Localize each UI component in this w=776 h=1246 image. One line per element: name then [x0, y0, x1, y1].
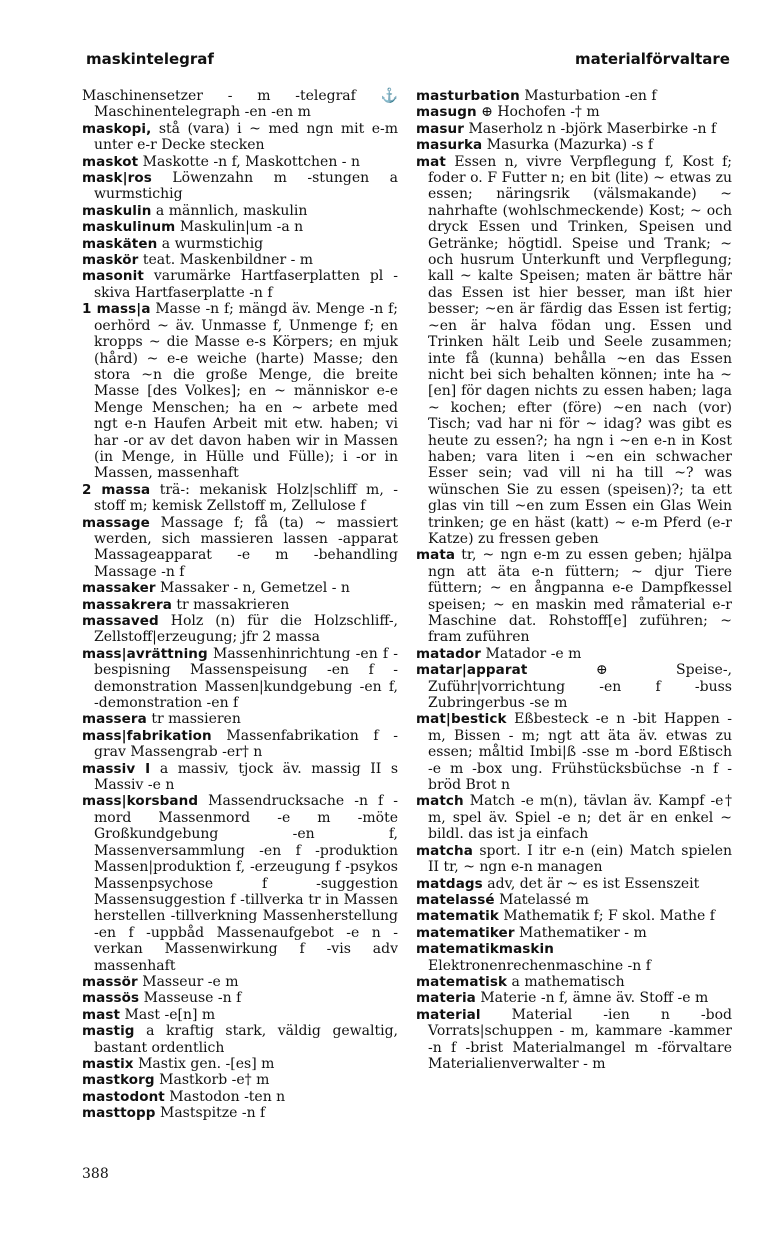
- entry-definition: Maserholz n -björk Maserbirke -n f: [468, 120, 717, 137]
- entry-definition: Masturbation -en f: [524, 88, 657, 104]
- entry-headword: matematisk: [416, 973, 508, 990]
- entry-definition: Massage f; få (ta) ~ massiert werden, sich massieren lassen -apparat Massageapparat -e m -behandling Massage -n f: [94, 514, 399, 580]
- entry-headword: masonit: [82, 268, 144, 285]
- entry-definition: stå (vara) i ~ med ngn mit e-m unter e-r Decke stecken: [94, 120, 398, 154]
- entry-headword: mata: [416, 547, 456, 564]
- dictionary-entry: [82, 990, 398, 1006]
- entry-definition: Match -e m(n), tävlan äv. Kampf -e† m, spel äv. Spiel -e n; det är en enkel ~ bildl. das ist ja einfach: [428, 793, 732, 843]
- entry-headword: mat: [416, 153, 446, 170]
- entry-definition: Materie -n f, ämne äv. Stoff -e m: [480, 990, 709, 1007]
- entry-definition: Massaker - n, Gemetzel - n: [160, 580, 350, 597]
- entry-definition: Masseuse -n f: [143, 990, 242, 1007]
- entry-headword: maskäten: [82, 235, 158, 252]
- entry-definition: Matelassé m: [499, 891, 589, 908]
- dictionary-entry: [82, 482, 398, 515]
- entry-definition: Holz (n) für die Holzschliff-, Zellstoff|erzeugung; jfr 2 massa: [94, 613, 398, 646]
- entry-headword: matdags: [416, 875, 483, 892]
- entry-headword: match: [416, 793, 464, 810]
- dictionary-entry: [416, 1007, 732, 1073]
- entry-headword: mastix: [82, 1055, 134, 1072]
- entry-definition: a mathematisch: [511, 973, 625, 990]
- running-header: [0, 50, 776, 74]
- entry-headword: masugn: [416, 104, 477, 121]
- dictionary-entry: [416, 137, 732, 153]
- dictionary-entry: [416, 793, 732, 842]
- dictionary-entry: [82, 515, 398, 581]
- entry-definition: Maskulin|um -a n: [179, 219, 304, 236]
- entry-headword: massaved: [82, 613, 159, 629]
- dictionary-entry: [82, 580, 398, 596]
- entry-definition: teat. Maskenbildner - m: [142, 252, 314, 269]
- dictionary-entry: [82, 1056, 398, 1072]
- dictionary-entry: [416, 941, 732, 974]
- dictionary-entry: [82, 1007, 398, 1023]
- entry-definition: Eßbesteck -e n -bit Happen - m, Bissen - m; ngt att äta äv. etwas zu essen; måltid Imbi|ß -sse m -bord Eßtisch -e m -box ung. Frühstücksbüchse -n f -bröd Brot n: [428, 711, 732, 794]
- entry-headword: maskopi,: [82, 120, 152, 137]
- entry-definition: a männlich, maskulin: [155, 202, 308, 219]
- dictionary-entry: [82, 268, 398, 301]
- entry-definition: Masseur -e m: [142, 973, 239, 990]
- entry-definition: Mastix gen. -[es] m: [138, 1055, 275, 1072]
- entry-definition: ⊕ Speise-, Zuführ|vorrichtung -en f -buss Zubringerbus -se m: [428, 662, 732, 712]
- entry-headword: masurka: [416, 137, 483, 154]
- entry-headword: matcha: [416, 842, 473, 859]
- dictionary-entry: [82, 1105, 398, 1121]
- entry-definition: Material -ien n -bod Vorrats|schuppen - m, kammare -kammer -n f -brist Materialmangel m -förvaltare Materialienverwalter - m: [428, 1006, 733, 1072]
- entry-definition: a kraftig stark, väldig gewaltig, bastant ordentlich: [94, 1023, 399, 1056]
- entry-headword: massös: [82, 990, 140, 1007]
- page-number: 388: [82, 1166, 109, 1182]
- dictionary-entry: [416, 908, 732, 924]
- entry-definition: Massenhinrichtung -en f -bespisning Massenspeisung -en f -demonstration Massen|kundgebung -en f, -demonstration -en f: [94, 645, 399, 712]
- dictionary-entry: [416, 925, 732, 941]
- dictionary-entry: [82, 219, 398, 235]
- dictionary-entry: [82, 252, 398, 268]
- dictionary-entry: [416, 547, 732, 645]
- entry-headword: materia: [416, 990, 476, 1007]
- entry-headword: mass|fabrikation: [82, 727, 212, 744]
- entry-headword: mass|korsband: [82, 793, 199, 810]
- entry-definition: Elektronenrechenmaschine -n f: [428, 957, 651, 974]
- header-last-word: materialförvaltare: [574, 50, 730, 68]
- entry-headword: massaker: [82, 580, 156, 597]
- entry-definition: Matador -e m: [485, 645, 582, 662]
- dictionary-entry: [416, 121, 732, 137]
- dictionary-entry: [82, 728, 398, 761]
- header-first-word: maskintelegraf: [86, 50, 214, 68]
- dictionary-entry: [82, 236, 398, 252]
- entry-headword: matar|apparat: [416, 662, 528, 679]
- entry-definition: Essen n, vivre Verpflegung f, Kost f; foder o. F Futter n; en bit (lite) ~ etwas zu essen; näringsrik (välsmakande) ~ nahrhafte (wohlschmeckende) Kost; ~ och dryck Essen und Trinken, Speisen und Getränke; högtidl. Speise und Trank; ~ och husrum Unterkunft und Verpflegung; kall ~ kalte Speisen; maten är bättre här das Essen ist hier besser, man ißt hier besser; ~en är färdig das Essen ist fertig; ~en är halva födan ung. Essen und Trinken hält Leib und Seele zusammen; inte få (kunna) behålla ~en das Essen nicht bei sich behalten können; inte ha ~[en] för dagen nichts zu essen haben; laga ~ kochen; efter (före) ~en nach (vor) Tisch; vad har ni för ~ idag? was gibt es heute zu essen?; ha ngn i ~en e-n in Kost haben; vara liten i ~en ein schwacher Esser sein; vad vill ni ha till ~? was wünschen Sie zu essen (speisen)?; ta ett glas vin till ~en zum Essen ein Glas Wein trinken; ge en häst (katt) ~ e-m Pferd (e-r Katze) zu fressen geben: [428, 153, 732, 547]
- entry-definition: Massendrucksache -n f -mord Massenmord -e m -möte Großkundgebung -en f, Massenversammlung -en f -produktion Massen|produktion f, -erzeugung f -psykos Massenpsychose f -suggestion Massensuggestion f -tillverka tr in Massen herstellen -tillverkning Massenherstellung -en f -uppbåd Massenaufgebot -e n -verkan Massenwirkung f -vis adv massenhaft: [94, 793, 399, 974]
- dictionary-entry: [416, 843, 732, 876]
- dictionary-entry: [416, 892, 732, 908]
- entry-definition: a wurmstichig: [161, 235, 264, 252]
- dictionary-entry: [82, 613, 398, 646]
- entry-definition: Mastkorb -e† m: [159, 1072, 270, 1089]
- left-column: [82, 88, 398, 1122]
- entry-headword: maskulinum: [82, 219, 176, 236]
- entry-definition: ⊕ Hochofen -† m: [481, 104, 600, 121]
- entry-headword: massiv I: [82, 760, 151, 777]
- dictionary-entry: [416, 104, 732, 120]
- entry-definition: tr, ~ ngn e-m zu essen geben; hjälpa ngn att äta e-n füttern; ~ djur Tiere füttern; ~ en ångpanna e-e Dampfkessel speisen; ~ en maskin med råmaterial e-r Maschine dat. Rohstoff[e] zuführen; ~ fram zuführen: [428, 547, 733, 646]
- entry-headword: mastodont: [82, 1088, 165, 1105]
- dictionary-entry: [82, 1023, 398, 1056]
- entry-definition: Mathematik f; F skol. Mathe f: [503, 908, 715, 925]
- entry-definition: a massiv, tjock äv. massig II s Massiv -e n: [94, 760, 399, 794]
- dictionary-entry: [82, 88, 398, 121]
- entry-definition: adv, det är ~ es ist Essenszeit: [487, 875, 700, 892]
- entry-headword: masur: [416, 120, 464, 137]
- entry-definition: Mastspitze -n f: [159, 1105, 266, 1122]
- entry-headword: mat|bestick: [416, 711, 507, 728]
- dictionary-entry: [82, 711, 398, 727]
- dictionary-entry: [82, 154, 398, 170]
- entry-definition: tr massakrieren: [176, 596, 290, 613]
- entry-definition: Massenfabrikation f -grav Massengrab -er† n: [94, 727, 398, 761]
- entry-definition: Löwenzahn m -stungen a wurmstichig: [94, 170, 399, 203]
- dictionary-entry: [416, 876, 732, 892]
- entry-headword: mastkorg: [82, 1072, 155, 1089]
- dictionary-entry: [416, 646, 732, 662]
- dictionary-entry: [416, 974, 732, 990]
- entry-headword: mask|ros: [82, 170, 152, 187]
- entry-headword: maskot: [82, 153, 139, 170]
- entry-headword: material: [416, 1006, 481, 1023]
- dictionary-entry: [82, 1089, 398, 1105]
- entry-definition: tr massieren: [151, 711, 241, 728]
- entry-headword: 1 mass|a: [82, 301, 151, 318]
- dictionary-entry: [82, 203, 398, 219]
- dictionary-entry: [416, 88, 732, 104]
- entry-definition: Masurka (Mazurka) -s f: [486, 137, 654, 154]
- entry-definition: Mathematiker - m: [519, 924, 647, 941]
- dictionary-entry: [82, 597, 398, 613]
- entry-headword: masttopp: [82, 1105, 156, 1122]
- dictionary-entry: [416, 711, 732, 793]
- entry-definition: Maskotte -n f, Maskottchen - n: [142, 153, 360, 170]
- dictionary-entry: [82, 121, 398, 154]
- entry-headword: mastig: [82, 1023, 135, 1040]
- entry-headword: matematikmaskin: [416, 941, 554, 958]
- entry-headword: massör: [82, 973, 138, 990]
- entry-headword: massera: [82, 711, 147, 728]
- dictionary-entry: [82, 761, 398, 794]
- entry-headword: massage: [82, 514, 150, 531]
- entry-definition: Mast -e[n] m: [124, 1006, 216, 1023]
- entry-headword: massakrera: [82, 596, 172, 613]
- entry-headword: matematiker: [416, 924, 515, 941]
- entry-definition: Mastodon -ten n: [169, 1088, 286, 1105]
- entry-definition: Masse -n f; mängd äv. Menge -n f; oerhörd ~ äv. Unmasse f, Unmenge f; en kropps ~ die Masse e-s Körpers; en mjuk (hård) ~ e-e weiche (harte) Masse; den stora ~n die große Menge, die breite Masse [des Volkes]; en ~ människor e-e Menge Menschen; ha en ~ arbete med ngt e-n Haufen Arbeit mit etw. haben; vi har -or av det davon haben wir in Massen (in Menge, in Hülle und Fülle); i -or in Massen, massenhaft: [94, 301, 398, 482]
- entry-headword: matematik: [416, 908, 499, 925]
- dictionary-entry: [82, 793, 398, 973]
- dictionary-entry: [82, 1072, 398, 1088]
- entry-definition: trä-: mekanisk Holz|schliff m, -stoff m; kemisk Zellstoff m, Zellulose f: [94, 481, 399, 515]
- entry-headword: masturbation: [416, 88, 520, 104]
- dictionary-entry: [416, 154, 732, 548]
- dictionary-entry: [82, 646, 398, 712]
- entry-headword: mass|avrättning: [82, 645, 208, 662]
- dictionary-entry: [416, 662, 732, 711]
- entry-headword: matelassé: [416, 891, 495, 908]
- entry-headword: 2 massa: [82, 481, 151, 498]
- entry-headword: matador: [416, 645, 482, 662]
- entry-headword: maskulin: [82, 202, 152, 219]
- dictionary-entry: [416, 990, 732, 1006]
- entry-headword: mast: [82, 1006, 121, 1023]
- dictionary-entry: [82, 170, 398, 203]
- entry-definition: varumärke Hartfaserplatten pl -skiva Hartfaserplatte -n f: [94, 268, 398, 301]
- right-column: [416, 88, 732, 1072]
- dictionary-entry: [82, 301, 398, 481]
- entry-definition: Maschinensetzer - m -telegraf ⚓ Maschinentelegraph -en -en m: [82, 88, 398, 121]
- entry-definition: sport. I itr e-n (ein) Match spielen II tr, ~ ngn e-n managen: [428, 842, 733, 876]
- entry-headword: maskör: [82, 252, 139, 269]
- dictionary-entry: [82, 974, 398, 990]
